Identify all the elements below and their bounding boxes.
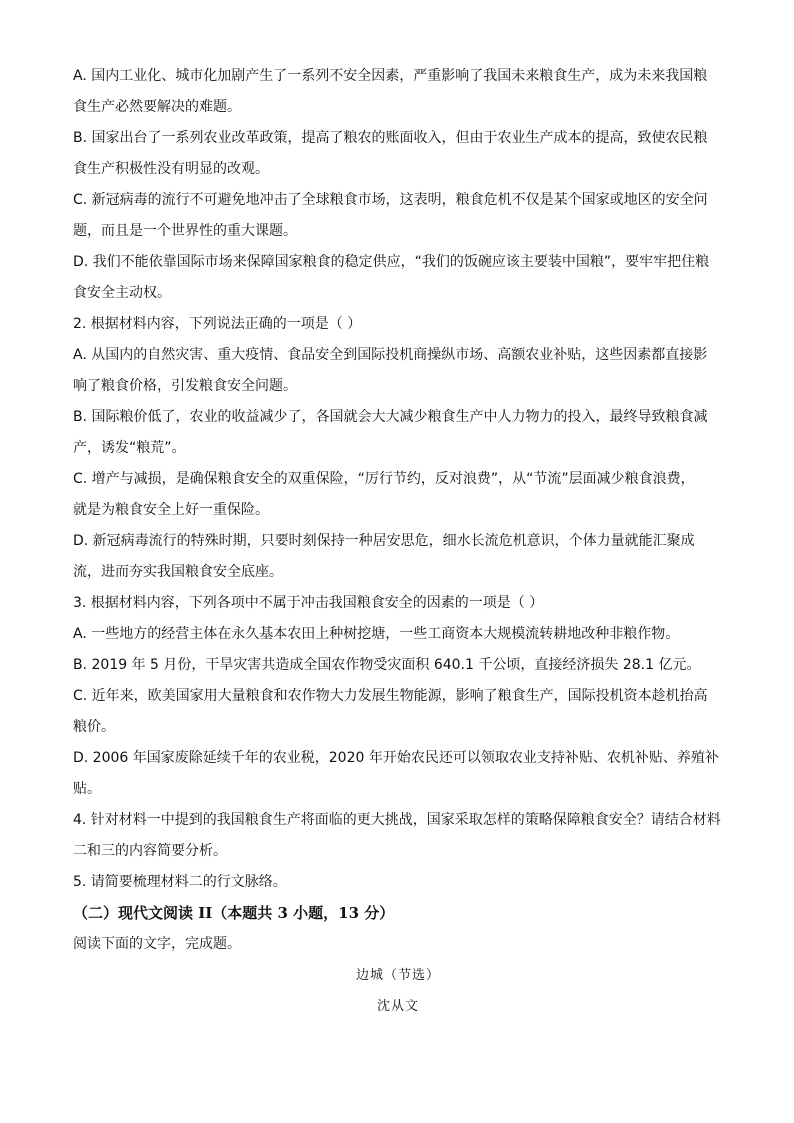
q2-option-b-line-1: B. 国际粮价低了，农业的收益减少了，各国就会大大减少粮食生产中人力物力的投入，最终导致粮食减 [73, 409, 708, 425]
section-heading: （二）现代文阅读 II（本题共 3 小题，13 分） [73, 904, 395, 922]
option-a-line-2: 食生产必然要解决的难题。 [73, 99, 241, 115]
option-c-line-1: C. 新冠病毒的流行不可避免地冲击了全球粮食市场，这表明，粮食危机不仅是某个国家或地区的安全问 [73, 192, 708, 208]
q3-option-d-line-1: D. 2006 年国家废除延续千年的农业税，2020 年开始农民还可以领取农业支持补贴、农机补贴、养殖补 [73, 750, 719, 766]
passage-title: 边城（节选） [355, 968, 440, 983]
page-content [73, 61, 723, 1022]
q2-option-d-line-1: D. 新冠病毒流行的特殊时期，只要时刻保持一种居安思危，细水长流危机意识，个体力量就能汇聚成 [73, 533, 695, 549]
q2-option-c-line-2: 就是为粮食安全上好一重保险。 [73, 502, 269, 518]
option-c-line-2: 题，而且是一个世界性的重大课题。 [73, 223, 297, 239]
option-d-line-1: D. 我们不能依靠国际市场来保障国家粮食的稳定供应，“我们的饭碗应该主要装中国粮”，要牢牢把住粮 [73, 254, 710, 270]
option-b-line-2: 食生产积极性没有明显的改观。 [73, 161, 269, 177]
q3-option-c-line-2: 粮价。 [73, 719, 115, 735]
passage-author: 沈从文 [376, 999, 419, 1014]
option-a-line-1: A. 国内工业化、城市化加剧产生了一系列不安全因素，严重影响了我国未来粮食生产，成为未来我国粮 [73, 68, 708, 84]
q3-option-a: A. 一些地方的经营主体在永久基本农田上种树挖塘，一些工商资本大规模流转耕地改种非粮作物。 [73, 626, 680, 642]
question-4-line-1: 4. 针对材料一中提到的我国粮食生产将面临的更大挑战，国家采取怎样的策略保障粮食安全？请结合材料 [73, 812, 721, 828]
question-2: 2. 根据材料内容，下列说法正确的一项是（ ） [73, 316, 362, 332]
option-b-line-1: B. 国家出台了一系列农业改革政策，提高了粮农的账面收入，但由于农业生产成本的提高，致使农民粮 [73, 130, 708, 146]
q2-option-c-line-1: C. 增产与减损，是确保粮食安全的双重保险，“厉行节约，反对浪费”，从“节流”层面减少粮食浪费， [73, 471, 695, 487]
q2-option-b-line-2: 产，诱发“粮荒”。 [73, 440, 186, 456]
q3-option-b: B. 2019 年 5 月份，干旱灾害共造成全国农作物受灾面积 640.1 千公顷，直接经济损失 28.1 亿元。 [73, 657, 701, 673]
q3-option-d-line-2: 贴。 [73, 781, 101, 797]
question-4-line-2: 二和三的内容简要分析。 [73, 843, 227, 859]
q2-option-a-line-2: 响了粮食价格，引发粮食安全问题。 [73, 378, 297, 394]
q2-option-d-line-2: 流，进而夯实我国粮食安全底座。 [73, 564, 283, 580]
option-d-line-2: 食安全主动权。 [73, 285, 171, 301]
question-3: 3. 根据材料内容，下列各项中不属于冲击我国粮食安全的因素的一项是（ ） [73, 595, 544, 611]
q2-option-a-line-1: A. 从国内的自然灾害、重大疫情、食品安全到国际投机商操纵市场、高额农业补贴，这些因素都直接影 [73, 347, 708, 363]
q3-option-c-line-1: C. 近年来，欧美国家用大量粮食和农作物大力发展生物能源，影响了粮食生产，国际投机资本趁机抬高 [73, 688, 708, 704]
question-5: 5. 请简要梳理材料二的行文脉络。 [73, 874, 287, 890]
reading-instruction: 阅读下面的文字，完成题。 [73, 936, 241, 952]
